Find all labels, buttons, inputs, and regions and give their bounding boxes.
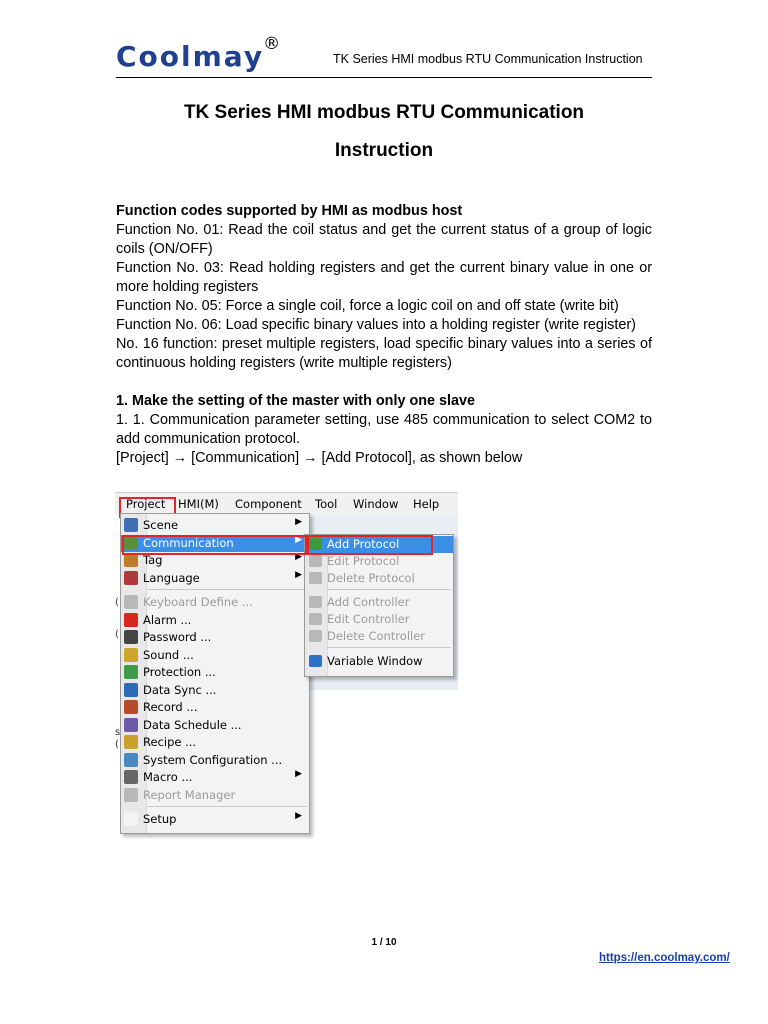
macro-icon: [124, 770, 138, 784]
function-01: Function No. 01: Read the coil status and get the current status of a group of logic coils (ON/OFF): [116, 222, 652, 257]
header-divider: [116, 77, 652, 78]
password-icon: [124, 630, 138, 644]
menu-item-label: System Configuration ...: [143, 753, 283, 767]
menu-item-protection[interactable]: [121, 664, 309, 681]
communication-highlight-box: [122, 535, 309, 555]
logo-text: Coolmay: [116, 40, 265, 73]
menu-project[interactable]: Project: [126, 497, 166, 511]
add-protocol-highlight-box: [305, 535, 433, 555]
menu-item-label: Keyboard Define ...: [143, 595, 253, 609]
menu-help[interactable]: Help: [413, 497, 440, 511]
coolmay-logo: [116, 34, 281, 73]
tag-icon: [124, 553, 138, 567]
menu-item-label: Macro ...: [143, 770, 193, 784]
submenu-item-label: Add Controller: [327, 595, 410, 609]
record-icon: [124, 700, 138, 714]
menu-item-label: Tag: [143, 553, 163, 567]
function-03: Function No. 03: Read holding registers and get the current binary value in one or more holding registers: [116, 260, 652, 295]
left-fragment: (: [115, 739, 119, 750]
variable-window-icon: [309, 655, 322, 667]
section-1-1-text: 1. 1. Communication parameter setting, use 485 communication to select COM2 to add communication protocol.: [116, 412, 652, 447]
left-fragment: (: [115, 629, 119, 640]
menu-item-label: Setup: [143, 812, 177, 826]
submenu-item-label: Delete Protocol: [327, 571, 415, 585]
menu-window[interactable]: Window: [353, 497, 399, 511]
function-codes-heading: Function codes supported by HMI as modbus host: [116, 203, 463, 219]
language-icon: [124, 571, 138, 585]
website-link[interactable]: https://en.coolmay.com/: [599, 952, 730, 964]
function-05: Function No. 05: Force a single coil, force a logic coil on and off state (write bit): [116, 298, 619, 314]
submenu-arrow-icon: ▶: [295, 811, 302, 821]
menu-path-text: [Project] → [Communication] → [Add Protocol], as shown below: [116, 450, 523, 466]
submenu-item-label: Edit Protocol: [327, 554, 400, 568]
left-fragment: (: [115, 597, 119, 608]
header-title: TK Series HMI modbus RTU Communication Instruction: [333, 52, 643, 66]
menu-tool[interactable]: Tool: [315, 497, 338, 511]
menu-item-label: Scene: [143, 518, 179, 532]
recipe-icon: [124, 735, 138, 749]
menu-item-macro[interactable]: [121, 769, 309, 786]
submenu-item-variable-window[interactable]: [305, 653, 453, 670]
registered-mark: ®: [263, 34, 281, 54]
menu-item-label: Alarm ...: [143, 613, 192, 627]
section-1-heading: 1. Make the setting of the master with only one slave: [116, 393, 476, 409]
submenu-separator: [327, 647, 451, 648]
left-fragment: s: [115, 727, 121, 738]
menu-item-label: Password ...: [143, 630, 212, 644]
delete-controller-icon: [309, 630, 322, 642]
document-body: [116, 202, 652, 468]
submenu-arrow-icon: ▶: [295, 570, 302, 580]
menu-item-label: Data Schedule ...: [143, 718, 242, 732]
edit-controller-icon: [309, 613, 322, 625]
submenu-item-label: Add Protocol: [327, 537, 400, 551]
function-06: Function No. 06: Load specific binary values into a holding register (write register): [116, 317, 636, 333]
submenu-arrow-icon: ▶: [295, 552, 302, 562]
delete-protocol-icon: [309, 572, 322, 584]
report-manager-icon: [124, 788, 138, 802]
alarm-icon: [124, 613, 138, 627]
submenu-item-add-controller[interactable]: [305, 594, 453, 611]
menu-item-recipe[interactable]: [121, 734, 309, 751]
communication-submenu: [304, 534, 454, 677]
menu-item-scene[interactable]: [121, 517, 309, 534]
menu-separator: [147, 589, 307, 590]
menu-item-setup[interactable]: [121, 811, 309, 828]
menu-item-label: Data Sync ...: [143, 683, 217, 697]
spacer: [116, 373, 652, 392]
menu-item-system-configuration[interactable]: [121, 752, 309, 769]
menu-item-data-sync[interactable]: [121, 682, 309, 699]
edit-protocol-icon: [309, 555, 322, 567]
menu-item-alarm[interactable]: [121, 612, 309, 629]
menu-item-keyboard-define[interactable]: [121, 594, 309, 611]
title-line-1: TK Series HMI modbus RTU Communication: [183, 102, 585, 123]
project-dropdown-menu: [120, 513, 310, 834]
protection-icon: [124, 665, 138, 679]
submenu-item-delete-protocol[interactable]: [305, 570, 453, 587]
menu-item-language[interactable]: [121, 570, 309, 587]
sound-icon: [124, 648, 138, 662]
menu-item-label: Recipe ...: [143, 735, 197, 749]
data-schedule-icon: [124, 718, 138, 732]
function-16: No. 16 function: preset multiple registers, load specific binary values into a series of continuous holding registers (write multiple registers): [116, 336, 652, 371]
submenu-arrow-icon: ▶: [295, 535, 302, 545]
menu-item-password[interactable]: [121, 629, 309, 646]
menu-item-data-schedule[interactable]: [121, 717, 309, 734]
submenu-item-edit-protocol[interactable]: [305, 553, 453, 570]
data-sync-icon: [124, 683, 138, 697]
menu-separator: [147, 806, 307, 807]
menu-hmi[interactable]: HMI(M): [178, 497, 219, 511]
submenu-item-label: Variable Window: [327, 654, 423, 668]
submenu-item-label: Delete Controller: [327, 629, 426, 643]
title-line-2: Instruction: [334, 140, 434, 161]
submenu-arrow-icon: ▶: [295, 769, 302, 779]
menu-component[interactable]: Component: [235, 497, 302, 511]
menu-item-label: Protection ...: [143, 665, 216, 679]
software-screenshot: [115, 492, 458, 840]
system-configuration-icon: [124, 753, 138, 767]
page-number: 1 / 10: [371, 937, 397, 948]
menu-item-report-manager[interactable]: [121, 787, 309, 804]
keyboard-define-icon: [124, 595, 138, 609]
submenu-separator: [327, 589, 451, 590]
menu-item-label: Report Manager: [143, 788, 236, 802]
document-title: [116, 94, 652, 170]
menu-item-label: Communication: [143, 536, 234, 550]
submenu-item-delete-controller[interactable]: [305, 628, 453, 645]
menu-item-record[interactable]: [121, 699, 309, 716]
menu-item-label: Sound ...: [143, 648, 194, 662]
add-controller-icon: [309, 596, 322, 608]
scene-icon: [124, 518, 138, 532]
submenu-item-label: Edit Controller: [327, 612, 410, 626]
menu-item-label: Language: [143, 571, 200, 585]
menu-item-sound[interactable]: [121, 647, 309, 664]
setup-icon: [124, 812, 138, 826]
submenu-item-edit-controller[interactable]: [305, 611, 453, 628]
menu-item-label: Record ...: [143, 700, 198, 714]
submenu-arrow-icon: ▶: [295, 517, 302, 527]
